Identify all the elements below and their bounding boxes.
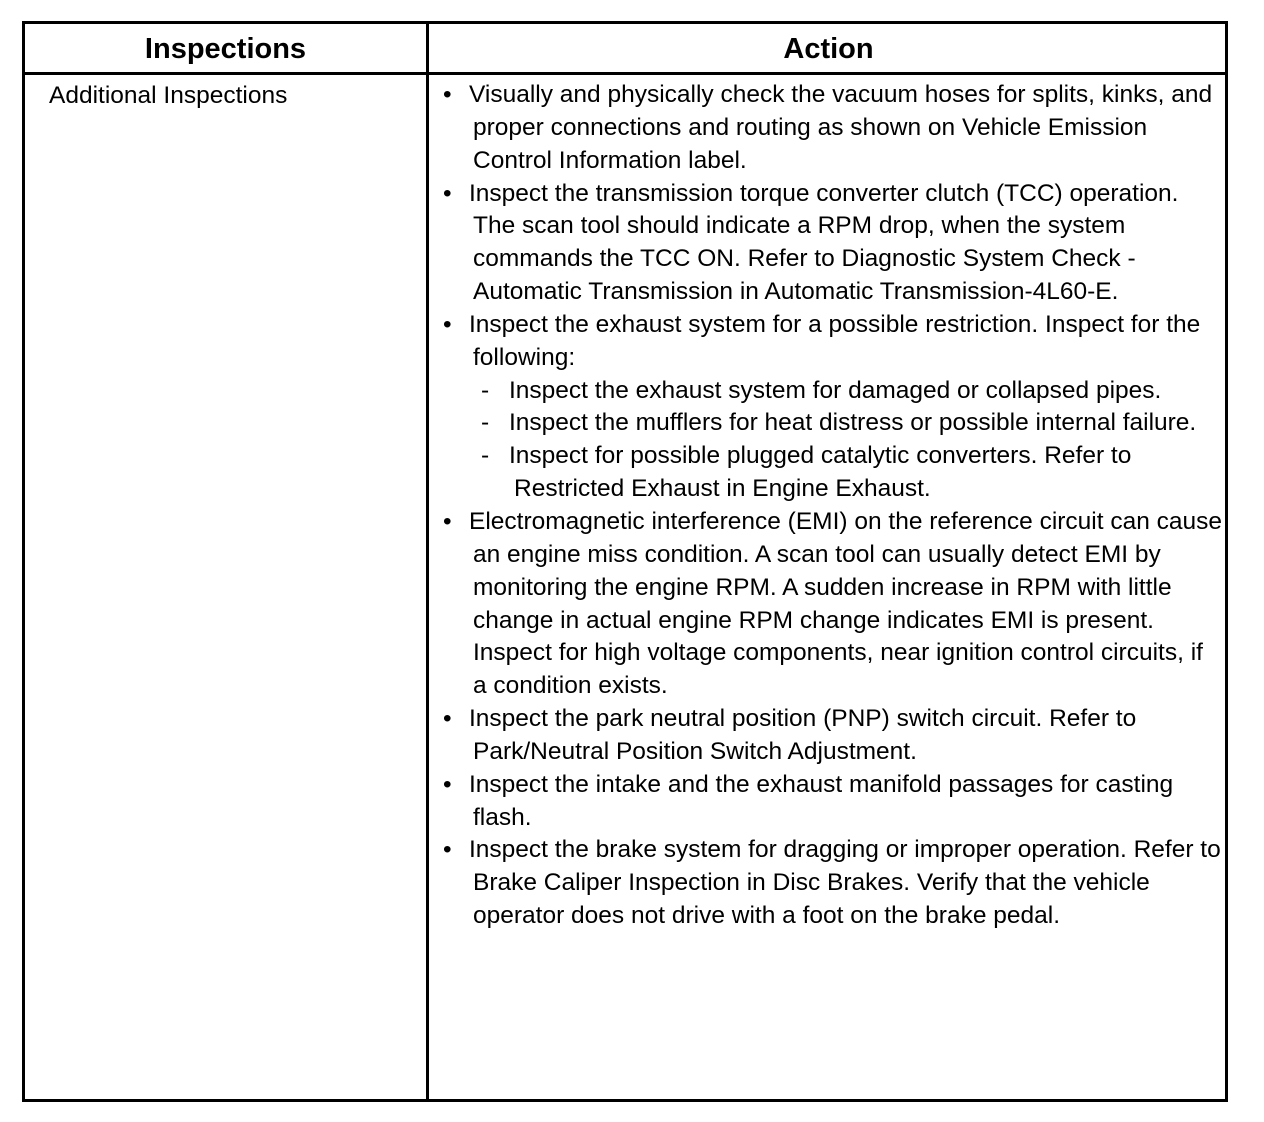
sub-action-text: Inspect for possible plugged catalytic converters. Refer to Restricted Exhaust in Engine Exhaust. <box>509 442 1132 503</box>
bullet-marker: • <box>443 507 452 535</box>
action-list <box>443 79 1223 933</box>
action-item <box>443 309 1223 506</box>
sub-action-item <box>469 440 1223 506</box>
sub-action-item <box>469 375 1223 408</box>
bullet-marker: • <box>443 705 452 733</box>
bullet-marker: • <box>443 81 452 108</box>
header-inspections: Inspections <box>144 33 307 65</box>
dash-marker: - <box>481 376 490 404</box>
action-text: Visually and physically check the vacuum hoses for splits, kinks, and proper connections and routing as shown on Vehicle Emission Control Information label. <box>469 81 1213 174</box>
bullet-marker: • <box>443 836 452 864</box>
sub-action-text: Inspect the exhaust system for damaged or collapsed pipes. <box>509 376 1162 404</box>
sub-action-list <box>469 375 1223 506</box>
action-text: Inspect the park neutral position (PNP) switch circuit. Refer to Park/Neutral Position Switch Adjustment. <box>469 705 1137 765</box>
action-text: Inspect the transmission torque converter clutch (TCC) operation. The scan tool should indicate a RPM drop, when the system commands the TCC ON. Refer to Diagnostic System Check - Automatic Transmission in Automatic Transmission-4L60-E. <box>469 179 1179 306</box>
action-item <box>443 834 1223 933</box>
sub-action-text: Inspect the mufflers for heat distress or possible internal failure. <box>509 409 1197 437</box>
inspection-table <box>22 21 1228 1102</box>
bullet-marker: • <box>443 179 452 207</box>
action-text: Inspect the intake and the exhaust manifold passages for casting flash. <box>469 770 1174 831</box>
dash-marker: - <box>481 409 490 437</box>
bullet-marker: • <box>443 770 452 798</box>
inspection-label: Additional Inspections <box>49 82 288 109</box>
header-divider <box>25 72 1225 75</box>
column-divider <box>426 24 429 1099</box>
action-item <box>443 506 1223 703</box>
action-item <box>443 79 1223 178</box>
action-item <box>443 703 1223 769</box>
sub-action-item <box>469 407 1223 440</box>
header-action: Action <box>783 33 874 65</box>
action-item <box>443 178 1223 309</box>
bullet-marker: • <box>443 310 452 338</box>
action-text: Inspect the brake system for dragging or improper operation. Refer to Brake Caliper Inspection in Disc Brakes. Verify that the vehicle operator does not drive with a foot on the brake pedal. <box>469 836 1221 930</box>
action-text: Inspect the exhaust system for a possible restriction. Inspect for the following: <box>469 310 1201 371</box>
dash-marker: - <box>481 442 490 470</box>
action-text: Electromagnetic interference (EMI) on the reference circuit can cause an engine miss condition. A scan tool can usually detect EMI by monitoring the engine RPM. A sudden increase in RPM with little change in actual engine RPM change indicates EMI is present. Inspect for high voltage components, near ignition control circuits, if a condition exists. <box>469 507 1223 700</box>
action-item <box>443 769 1223 835</box>
